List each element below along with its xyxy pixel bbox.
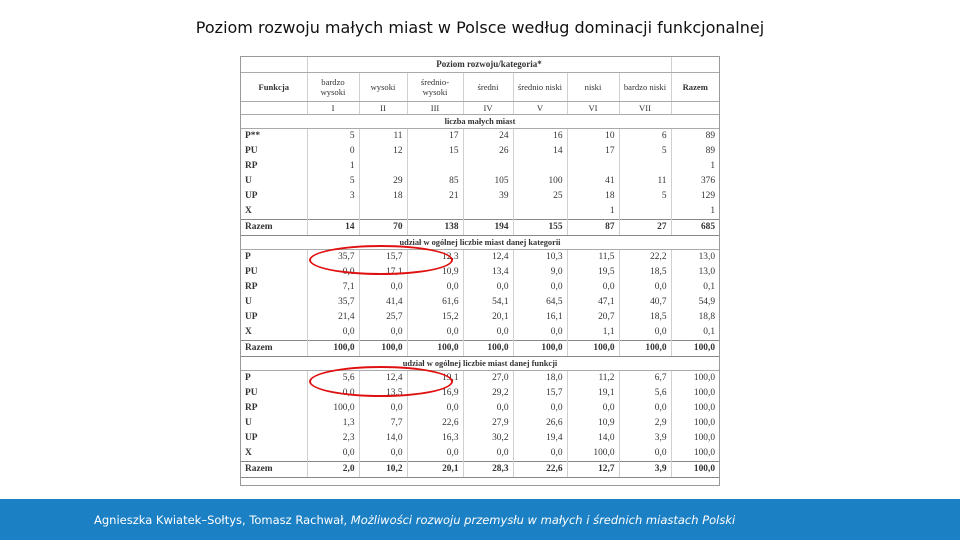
table-cell: 19,5 xyxy=(567,265,619,280)
table-cell: 685 xyxy=(671,220,719,236)
table-cell: 2,3 xyxy=(307,431,359,446)
slide-title: Poziom rozwoju małych miast w Polsce według dominacji funkcjonalnej xyxy=(195,18,765,37)
table-row xyxy=(241,204,719,220)
row-label: RP xyxy=(245,282,258,292)
table-cell: 29 xyxy=(359,174,407,189)
table-cell: 27,0 xyxy=(463,371,513,387)
table-cell: 0,0 xyxy=(567,280,619,295)
table-row xyxy=(241,220,719,236)
table-row xyxy=(241,401,719,416)
table-cell: 0,0 xyxy=(407,401,463,416)
row-label: PU xyxy=(245,388,258,398)
table-cell: 19,1 xyxy=(567,386,619,401)
row-label: P xyxy=(245,252,251,262)
row-label: PU xyxy=(245,267,258,277)
table-cell: 16,3 xyxy=(407,431,463,446)
table-cell: 1 xyxy=(671,159,719,174)
table-cell: 11 xyxy=(619,174,671,189)
table-cell: 13,5 xyxy=(359,386,407,401)
table-cell: 5,6 xyxy=(307,371,359,387)
table-cell: 5 xyxy=(619,189,671,204)
table-row xyxy=(241,310,719,325)
table-row xyxy=(241,386,719,401)
category-header: średnio-wysoki xyxy=(407,73,463,102)
table-cell: 0,1 xyxy=(671,280,719,295)
table-cell: 17,1 xyxy=(359,265,407,280)
category-header: średnio niski xyxy=(513,73,567,102)
table-cell: 18 xyxy=(567,189,619,204)
table-cell xyxy=(619,204,671,220)
table-cell: 30,2 xyxy=(463,431,513,446)
table-cell: 1 xyxy=(671,204,719,220)
table-cell: 54,1 xyxy=(463,295,513,310)
roman-numeral: V xyxy=(513,102,567,115)
table-row xyxy=(241,446,719,462)
table-cell: 22,2 xyxy=(619,250,671,266)
roman-numeral: IV xyxy=(463,102,513,115)
roman-numeral: VII xyxy=(619,102,671,115)
table-cell: 18 xyxy=(359,189,407,204)
header-group: Poziom rozwoju/kategoria* xyxy=(307,57,671,73)
table-cell: 14 xyxy=(513,144,567,159)
table-cell: 25,7 xyxy=(359,310,407,325)
table-row xyxy=(241,462,719,478)
table-cell: 70 xyxy=(359,220,407,236)
table-cell: 14 xyxy=(307,220,359,236)
table-cell: 100,0 xyxy=(567,446,619,462)
table-cell: 0,0 xyxy=(359,325,407,341)
row-label: P** xyxy=(245,131,261,141)
table-cell: 0,0 xyxy=(513,325,567,341)
table-row xyxy=(241,174,719,189)
table-cell: 22,6 xyxy=(513,462,567,478)
table-cell xyxy=(513,159,567,174)
section-title-row xyxy=(241,236,719,250)
table-cell: 0,1 xyxy=(671,325,719,341)
table-row xyxy=(241,144,719,159)
table-cell: 100,0 xyxy=(671,371,719,387)
row-label: X xyxy=(245,206,252,216)
table-cell: 21,4 xyxy=(307,310,359,325)
category-header: niski xyxy=(567,73,619,102)
table-cell xyxy=(567,159,619,174)
table-cell: 0,0 xyxy=(463,446,513,462)
table-cell: 21 xyxy=(407,189,463,204)
table-cell: 100 xyxy=(513,174,567,189)
table-cell: 138 xyxy=(407,220,463,236)
highlight-ellipse-upper xyxy=(309,245,453,275)
table-cell: 40,7 xyxy=(619,295,671,310)
table-cell: 17 xyxy=(407,129,463,145)
table-cell: 12,4 xyxy=(359,371,407,387)
table-cell: 12,3 xyxy=(407,250,463,266)
table-cell: 26,6 xyxy=(513,416,567,431)
table-cell: 100,0 xyxy=(513,341,567,357)
table-cell: 61,6 xyxy=(407,295,463,310)
roman-numeral: I xyxy=(307,102,359,115)
table-cell: 0,0 xyxy=(463,325,513,341)
table-cell: 85 xyxy=(407,174,463,189)
table-cell: 16,9 xyxy=(407,386,463,401)
table-cell: 0,0 xyxy=(307,265,359,280)
table-cell: 14,0 xyxy=(359,431,407,446)
table-image xyxy=(240,56,720,486)
section-title: udział w ogólnej liczbie miast danej funkcji xyxy=(241,357,719,371)
table-cell: 35,7 xyxy=(307,250,359,266)
table-cell: 15,7 xyxy=(513,386,567,401)
table-cell: 41 xyxy=(567,174,619,189)
table-cell: 0,0 xyxy=(513,446,567,462)
table-cell: 100,0 xyxy=(671,341,719,357)
table-cell: 100,0 xyxy=(671,446,719,462)
row-header: Funkcja xyxy=(241,73,307,102)
category-header: średni xyxy=(463,73,513,102)
row-label: UP xyxy=(245,433,258,443)
table-cell: 376 xyxy=(671,174,719,189)
table-cell: 0,0 xyxy=(359,401,407,416)
table-cell: 100,0 xyxy=(671,401,719,416)
table-cell xyxy=(407,204,463,220)
table-cell: 100,0 xyxy=(407,341,463,357)
table-cell: 25 xyxy=(513,189,567,204)
table-cell: 100,0 xyxy=(671,431,719,446)
section-title: udział w ogólnej liczbie miast danej kategorii xyxy=(241,236,719,250)
table-cell: 5,6 xyxy=(619,386,671,401)
table-cell: 10 xyxy=(567,129,619,145)
table-cell xyxy=(307,204,359,220)
table-cell: 0,0 xyxy=(463,401,513,416)
table-row xyxy=(241,189,719,204)
table-cell: 22,6 xyxy=(407,416,463,431)
table-cell: 1,3 xyxy=(307,416,359,431)
table-cell: 2,9 xyxy=(619,416,671,431)
table-cell: 29,2 xyxy=(463,386,513,401)
table-cell xyxy=(359,204,407,220)
table-cell: 26 xyxy=(463,144,513,159)
table-cell: 0,0 xyxy=(407,446,463,462)
category-header: bardzo niski xyxy=(619,73,671,102)
section-title: liczba małych miast xyxy=(241,115,719,129)
table-row xyxy=(241,280,719,295)
table-cell: 27,9 xyxy=(463,416,513,431)
table-cell: 10,9 xyxy=(567,416,619,431)
table-cell: 0,0 xyxy=(619,446,671,462)
table-cell: 100,0 xyxy=(359,341,407,357)
development-table xyxy=(241,57,719,478)
table-cell: 14,0 xyxy=(567,431,619,446)
table-cell xyxy=(463,159,513,174)
table-cell: 18,0 xyxy=(513,371,567,387)
table-cell: 20,1 xyxy=(407,462,463,478)
table-cell: 0,0 xyxy=(359,446,407,462)
table-cell: 10,2 xyxy=(359,462,407,478)
table-cell: 0,0 xyxy=(307,446,359,462)
row-label: Razem xyxy=(241,462,307,478)
table-cell: 5 xyxy=(307,174,359,189)
table-cell: 10,9 xyxy=(407,265,463,280)
table-cell: 47,1 xyxy=(567,295,619,310)
footer-bar xyxy=(0,499,960,540)
table-cell: 0,0 xyxy=(407,280,463,295)
row-label: UP xyxy=(245,312,258,322)
table-cell xyxy=(463,204,513,220)
table-cell: 16,1 xyxy=(513,310,567,325)
table-cell: 0,0 xyxy=(513,401,567,416)
row-label: RP xyxy=(245,161,258,171)
table-cell: 11,2 xyxy=(567,371,619,387)
row-label: U xyxy=(245,418,252,428)
table-cell xyxy=(619,159,671,174)
table-row xyxy=(241,341,719,357)
citation-authors: Agnieszka Kwiatek–Sołtys, Tomasz Rachwał, xyxy=(94,513,348,527)
table-cell: 6,7 xyxy=(619,371,671,387)
row-label: U xyxy=(245,297,252,307)
table-cell: 0 xyxy=(307,144,359,159)
table-cell: 15,7 xyxy=(359,250,407,266)
table-cell: 0,0 xyxy=(463,280,513,295)
table-cell: 18,5 xyxy=(619,310,671,325)
table-row xyxy=(241,295,719,310)
table-cell: 0,0 xyxy=(307,386,359,401)
table-cell: 100,0 xyxy=(463,341,513,357)
row-label: X xyxy=(245,327,252,337)
table-cell: 0,0 xyxy=(307,325,359,341)
table-cell: 0,0 xyxy=(567,401,619,416)
table-cell: 100,0 xyxy=(671,462,719,478)
roman-numeral: III xyxy=(407,102,463,115)
roman-row xyxy=(241,102,719,115)
category-header: bardzo wysoki xyxy=(307,73,359,102)
table-cell: 0,0 xyxy=(513,280,567,295)
section-title-row xyxy=(241,115,719,129)
total-header: Razem xyxy=(671,73,719,102)
table-cell: 100,0 xyxy=(567,341,619,357)
table-cell: 100,0 xyxy=(619,341,671,357)
table-cell: 39 xyxy=(463,189,513,204)
table-row xyxy=(241,129,719,145)
table-row xyxy=(241,431,719,446)
table-cell xyxy=(407,159,463,174)
table-cell: 64,5 xyxy=(513,295,567,310)
table-cell: 3,9 xyxy=(619,462,671,478)
roman-numeral: VI xyxy=(567,102,619,115)
table-cell: 18,5 xyxy=(619,265,671,280)
row-label: X xyxy=(245,448,252,458)
table-cell: 1,1 xyxy=(567,325,619,341)
table-cell: 89 xyxy=(671,144,719,159)
table-cell: 27 xyxy=(619,220,671,236)
table-cell: 105 xyxy=(463,174,513,189)
table-cell: 11,5 xyxy=(567,250,619,266)
table-cell: 12,4 xyxy=(463,250,513,266)
table-cell: 20,1 xyxy=(463,310,513,325)
table-cell: 13,0 xyxy=(671,265,719,280)
table-cell: 5 xyxy=(619,144,671,159)
table-cell: 3,9 xyxy=(619,431,671,446)
table-cell: 2,0 xyxy=(307,462,359,478)
table-cell: 0,0 xyxy=(619,401,671,416)
row-label: PU xyxy=(245,146,258,156)
table-cell: 10,3 xyxy=(513,250,567,266)
table-cell: 3 xyxy=(307,189,359,204)
table-cell: 0,0 xyxy=(619,325,671,341)
row-label: UP xyxy=(245,191,258,201)
table-cell: 54,9 xyxy=(671,295,719,310)
table-cell: 129 xyxy=(671,189,719,204)
header-group-row xyxy=(241,57,719,73)
category-header: wysoki xyxy=(359,73,407,102)
table-cell: 0,0 xyxy=(359,280,407,295)
table-cell xyxy=(359,159,407,174)
table-cell: 24 xyxy=(463,129,513,145)
row-label: P xyxy=(245,373,251,383)
table-cell: 18,8 xyxy=(671,310,719,325)
row-label: Razem xyxy=(241,341,307,357)
table-cell: 28,3 xyxy=(463,462,513,478)
table-cell: 5 xyxy=(307,129,359,145)
table-cell: 20,7 xyxy=(567,310,619,325)
table-cell: 100,0 xyxy=(307,401,359,416)
table-cell: 19,1 xyxy=(407,371,463,387)
table-cell: 17 xyxy=(567,144,619,159)
table-cell: 13,4 xyxy=(463,265,513,280)
table-cell: 19,4 xyxy=(513,431,567,446)
table-cell: 87 xyxy=(567,220,619,236)
table-cell: 0,0 xyxy=(407,325,463,341)
table-row xyxy=(241,416,719,431)
table-cell: 11 xyxy=(359,129,407,145)
row-label: RP xyxy=(245,403,258,413)
citation xyxy=(94,513,735,527)
table-cell: 15 xyxy=(407,144,463,159)
table-cell: 0,0 xyxy=(619,280,671,295)
table-cell: 35,7 xyxy=(307,295,359,310)
table-cell: 41,4 xyxy=(359,295,407,310)
table-cell: 194 xyxy=(463,220,513,236)
table-cell: 155 xyxy=(513,220,567,236)
table-cell: 7,7 xyxy=(359,416,407,431)
table-cell: 100,0 xyxy=(671,386,719,401)
row-label: U xyxy=(245,176,252,186)
table-cell: 6 xyxy=(619,129,671,145)
table-cell: 7,1 xyxy=(307,280,359,295)
highlight-ellipse-lower xyxy=(309,366,453,397)
table-row xyxy=(241,325,719,341)
table-cell: 100,0 xyxy=(671,416,719,431)
table-row xyxy=(241,265,719,280)
table-row xyxy=(241,159,719,174)
table-cell: 12 xyxy=(359,144,407,159)
table-cell: 1 xyxy=(307,159,359,174)
roman-numeral: II xyxy=(359,102,407,115)
category-row xyxy=(241,73,719,102)
table-cell xyxy=(513,204,567,220)
table-cell: 12,7 xyxy=(567,462,619,478)
row-label: Razem xyxy=(241,220,307,236)
table-cell: 16 xyxy=(513,129,567,145)
table-cell: 13,0 xyxy=(671,250,719,266)
table-cell: 9,0 xyxy=(513,265,567,280)
table-cell: 15,2 xyxy=(407,310,463,325)
table-cell: 1 xyxy=(567,204,619,220)
section-title-row xyxy=(241,357,719,371)
table-cell: 89 xyxy=(671,129,719,145)
table-cell: 100,0 xyxy=(307,341,359,357)
citation-publication: Możliwości rozwoju przemysłu w małych i średnich miastach Polski xyxy=(350,513,736,527)
